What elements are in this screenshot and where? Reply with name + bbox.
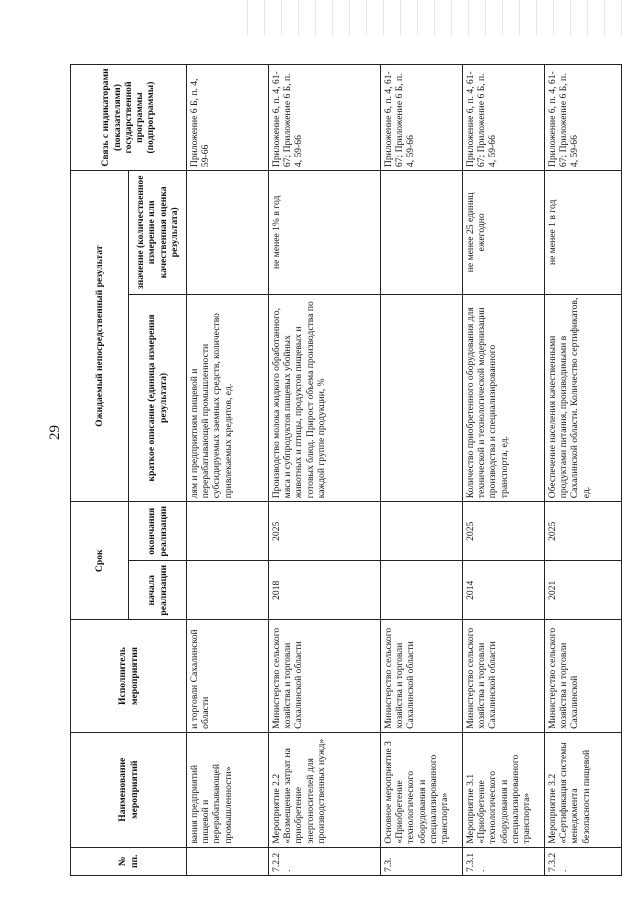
table-row xyxy=(187,65,269,876)
cell-end: 2025 xyxy=(269,502,381,561)
cell-executor: Министерство сельского хозяйства и торговли Сахалинской области xyxy=(381,620,463,733)
header-link: Связь с индикаторами (показателями) государственной программы (подпрограммы) xyxy=(71,65,187,171)
cell-desc xyxy=(381,294,463,502)
cell-executor: Министерство сельского хозяйства и торговли Сахалинской области xyxy=(269,620,381,733)
header-executor: Исполнитель мероприятия xyxy=(71,620,187,733)
table-row xyxy=(545,65,622,876)
cell-executor: и торговли Сахалинской области xyxy=(187,620,269,733)
cell-name: Мероприятие 2.2 «Возмещение затрат на приобретение энергоносителей для производственных нужд» xyxy=(269,732,381,847)
cell-link: Приложение 6, п. 4, 61-67; Приложение 6 Б, п. 4, 59-66 xyxy=(463,65,545,171)
header-result-value: значение (количественное измерение или качественная оценка результата) xyxy=(129,171,187,295)
header-name: Наименование мероприятий xyxy=(71,732,187,847)
cell-num: 7.3.2. xyxy=(545,847,622,875)
cell-desc: лям и предприятиям пищевой и перерабатывающей промышленности субсидируемых заемных средств, количество привлекаемых кредитов, ед. xyxy=(187,294,269,502)
header-term-end: окончания реализации xyxy=(129,502,187,561)
cell-num xyxy=(187,847,269,875)
cell-name: Мероприятие 3.1 «Приобретение технологического оборудования и специализированного транспорта» xyxy=(463,732,545,847)
cell-num: 7.2.2. xyxy=(269,847,381,875)
cell-link: Приложение 6, п. 4, 61-67; Приложение 6 Б, п. 4, 59-66 xyxy=(381,65,463,171)
header-num: № пп. xyxy=(71,847,187,875)
table-row xyxy=(463,65,545,876)
cell-desc: Количество приобретенного оборудования для технической и технологической модернизации производства и специализированного транспорта, ед. xyxy=(463,294,545,502)
cell-link: Приложение 6 Б, п. 4, 59-66 xyxy=(187,65,269,171)
cell-start xyxy=(187,561,269,620)
cell-num: 7.3. xyxy=(381,847,463,875)
cell-value xyxy=(381,171,463,295)
cell-name: Основное мероприятие 3 «Приобретение технологического оборудования и специализированного транспорта» xyxy=(381,732,463,847)
cell-start: 2018 xyxy=(269,561,381,620)
header-expected-result: Ожидаемый непосредственный результат xyxy=(71,171,129,502)
scan-noise xyxy=(240,0,630,36)
cell-start xyxy=(381,561,463,620)
rotated-table-container xyxy=(70,64,622,876)
cell-executor: Министерство сельского хозяйства и торговли Сахалинской xyxy=(545,620,622,733)
cell-value: не менее 1 в год xyxy=(545,171,622,295)
header-term: Срок xyxy=(71,502,129,620)
cell-desc: Производство молока жидкого обработанного, мяса и субпродуктов пищевых убойных животных и птицы, продуктов пищевых и готовых блюд. Прирост объема производства по каждой группе продукции, % xyxy=(269,294,381,502)
measures-table xyxy=(70,64,622,876)
cell-name: Мероприятие 3.2 «Сертификация системы менеджмента безопасности пищевой xyxy=(545,732,622,847)
header-result-desc: краткое описание (единица измерения результата) xyxy=(129,294,187,502)
cell-name: вания предприятий пищевой и перерабатывающей промышленности» xyxy=(187,732,269,847)
table-row xyxy=(269,65,381,876)
cell-desc: Обеспечение населения качественными продуктами питания, производимыми в Сахалинской области. Количество сертификатов, ед. xyxy=(545,294,622,502)
cell-executor: Министерство сельского хозяйства и торговли Сахалинской области xyxy=(463,620,545,733)
cell-link: Приложение 6, п. 4, 61-67; Приложение 6 Б, п. 4, 59-66 xyxy=(269,65,381,171)
cell-end xyxy=(187,502,269,561)
cell-value: не менее 1% в год xyxy=(269,171,381,295)
cell-num: 7.3.1. xyxy=(463,847,545,875)
cell-end xyxy=(381,502,463,561)
cell-end: 2025 xyxy=(463,502,545,561)
cell-start: 2014 xyxy=(463,561,545,620)
table-row xyxy=(381,65,463,876)
cell-start: 2021 xyxy=(545,561,622,620)
page-number: 29 xyxy=(47,425,63,440)
cell-value: не менее 25 единиц ежегодно xyxy=(463,171,545,295)
header-row-1 xyxy=(71,65,129,876)
cell-value xyxy=(187,171,269,295)
header-term-start: начала реализации xyxy=(129,561,187,620)
cell-link: Приложение 6, п. 4, 61-67; Приложение 6 Б, п. 4, 59-66 xyxy=(545,65,622,171)
cell-end: 2025 xyxy=(545,502,622,561)
